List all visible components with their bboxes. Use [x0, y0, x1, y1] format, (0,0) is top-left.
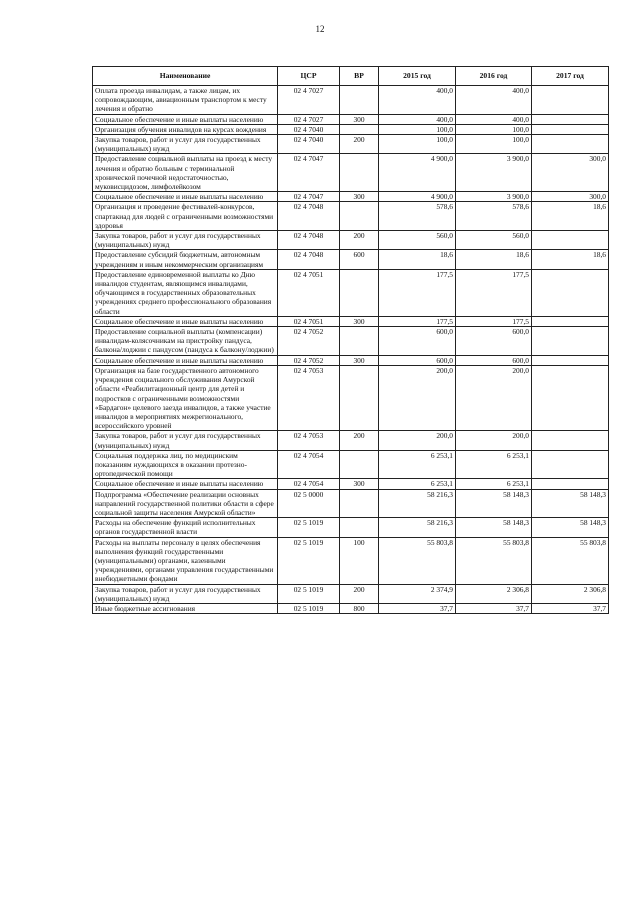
cell-vr — [340, 269, 379, 316]
table-row — [93, 489, 609, 518]
cell-2016: 560,0 — [456, 231, 532, 250]
cell-2016: 100,0 — [456, 135, 532, 154]
table-row — [93, 327, 609, 356]
cell-2016: 3 900,0 — [456, 192, 532, 202]
cell-csr: 02 4 7047 — [278, 192, 340, 202]
cell-2016: 177,5 — [456, 269, 532, 316]
cell-2015: 2 374,9 — [379, 584, 456, 603]
table-row — [93, 479, 609, 489]
cell-vr: 300 — [340, 479, 379, 489]
cell-name: Оплата проезда инвалидам, а также лицам, их сопровождающим, авиационным транспортом к месту лечения и обратно — [93, 86, 278, 115]
cell-2016: 200,0 — [456, 431, 532, 450]
cell-2016: 55 803,8 — [456, 537, 532, 584]
cell-2015: 100,0 — [379, 124, 456, 134]
cell-vr: 100 — [340, 537, 379, 584]
cell-csr: 02 5 1019 — [278, 584, 340, 603]
cell-2016: 100,0 — [456, 124, 532, 134]
cell-2016: 37,7 — [456, 603, 532, 613]
cell-csr: 02 5 1019 — [278, 603, 340, 613]
cell-csr: 02 4 7027 — [278, 86, 340, 115]
cell-2017 — [532, 124, 609, 134]
cell-2015: 578,6 — [379, 202, 456, 231]
cell-vr — [340, 327, 379, 356]
cell-vr: 300 — [340, 114, 379, 124]
table-row — [93, 518, 609, 537]
cell-2016: 6 253,1 — [456, 479, 532, 489]
cell-name: Социальное обеспечение и иные выплаты населению — [93, 192, 278, 202]
cell-csr: 02 4 7048 — [278, 250, 340, 269]
cell-csr: 02 4 7053 — [278, 431, 340, 450]
cell-2017 — [532, 365, 609, 430]
cell-2017: 300,0 — [532, 154, 609, 192]
cell-2017 — [532, 479, 609, 489]
cell-2015: 37,7 — [379, 603, 456, 613]
cell-name: Социальная поддержка лиц, по медицинским показаниям нуждающихся в оказании протезно-ортопедической помощи — [93, 450, 278, 479]
cell-2016: 177,5 — [456, 316, 532, 326]
cell-2015: 18,6 — [379, 250, 456, 269]
cell-name: Закупка товаров, работ и услуг для государственных (муниципальных) нужд — [93, 431, 278, 450]
cell-vr — [340, 202, 379, 231]
cell-2016: 600,0 — [456, 327, 532, 356]
cell-vr — [340, 365, 379, 430]
cell-csr: 02 4 7027 — [278, 114, 340, 124]
cell-2015: 177,5 — [379, 316, 456, 326]
cell-2016: 400,0 — [456, 86, 532, 115]
header-2016: 2016 год — [456, 67, 532, 86]
cell-2017: 18,6 — [532, 202, 609, 231]
cell-2015: 177,5 — [379, 269, 456, 316]
cell-2015: 4 900,0 — [379, 192, 456, 202]
cell-2017 — [532, 355, 609, 365]
table-row — [93, 316, 609, 326]
table-row — [93, 603, 609, 613]
cell-2015: 4 900,0 — [379, 154, 456, 192]
cell-2015: 58 216,3 — [379, 489, 456, 518]
cell-2016: 3 900,0 — [456, 154, 532, 192]
cell-vr — [340, 450, 379, 479]
cell-2017: 18,6 — [532, 250, 609, 269]
cell-2015: 6 253,1 — [379, 450, 456, 479]
budget-table — [92, 66, 609, 614]
cell-csr: 02 4 7040 — [278, 135, 340, 154]
cell-name: Закупка товаров, работ и услуг для государственных (муниципальных) нужд — [93, 584, 278, 603]
cell-csr: 02 4 7052 — [278, 355, 340, 365]
cell-csr: 02 4 7040 — [278, 124, 340, 134]
cell-name: Предоставление социальной выплаты на проезд к месту лечения и обратно больным с терминальной хронической почечной недостаточностью, муковисцидозом, лимфолейкозом — [93, 154, 278, 192]
cell-name: Организация и проведение фестивалей-конкурсов, спартакиад для людей с ограниченными возможностями здоровья — [93, 202, 278, 231]
cell-name: Подпрограмма «Обеспечение реализации основных направлений государственной политики области в сфере социальной защиты населения Амурской области» — [93, 489, 278, 518]
cell-2016: 400,0 — [456, 114, 532, 124]
cell-2016: 578,6 — [456, 202, 532, 231]
cell-vr: 200 — [340, 584, 379, 603]
table-row — [93, 431, 609, 450]
cell-vr — [340, 489, 379, 518]
table-row — [93, 250, 609, 269]
cell-vr: 200 — [340, 231, 379, 250]
cell-2015: 560,0 — [379, 231, 456, 250]
header-2015: 2015 год — [379, 67, 456, 86]
cell-name: Предоставление единовременной выплаты ко Дню инвалидов студентам, являющимся инвалидами, обучающимся в государственных образовательных учреждениях среднего профессионального образования области — [93, 269, 278, 316]
cell-vr: 200 — [340, 431, 379, 450]
table-row — [93, 584, 609, 603]
table-row — [93, 135, 609, 154]
cell-2015: 600,0 — [379, 355, 456, 365]
cell-csr: 02 4 7053 — [278, 365, 340, 430]
cell-name: Организация обучения инвалидов на курсах вождения — [93, 124, 278, 134]
cell-vr: 800 — [340, 603, 379, 613]
cell-2015: 400,0 — [379, 86, 456, 115]
cell-vr: 300 — [340, 316, 379, 326]
cell-2015: 6 253,1 — [379, 479, 456, 489]
cell-2015: 100,0 — [379, 135, 456, 154]
cell-name: Расходы на обеспечение функций исполнительных органов государственной власти — [93, 518, 278, 537]
cell-2015: 58 216,3 — [379, 518, 456, 537]
table-row — [93, 355, 609, 365]
cell-2015: 200,0 — [379, 431, 456, 450]
cell-2016: 200,0 — [456, 365, 532, 430]
cell-csr: 02 4 7048 — [278, 231, 340, 250]
cell-2017 — [532, 114, 609, 124]
cell-2017: 55 803,8 — [532, 537, 609, 584]
cell-csr: 02 4 7048 — [278, 202, 340, 231]
cell-2017 — [532, 327, 609, 356]
table-row — [93, 365, 609, 430]
table-row — [93, 537, 609, 584]
cell-2017 — [532, 431, 609, 450]
cell-csr: 02 5 1019 — [278, 518, 340, 537]
cell-name: Социальное обеспечение и иные выплаты населению — [93, 316, 278, 326]
cell-name: Предоставление субсидий бюджетным, автономным учреждениям и иным некоммерческим организациям — [93, 250, 278, 269]
table-header-row — [93, 67, 609, 86]
cell-name: Организация на базе государственного автономного учреждения социального обслуживания Амурской области «Реабилитационный центр для детей и подростков с ограниченными возможностями «Бардагон» целевого заезда инвалидов, а также участие инвалидов в мероприятиях межрегионального, всероссийского уровней — [93, 365, 278, 430]
cell-name: Иные бюджетные ассигнования — [93, 603, 278, 613]
cell-name: Закупка товаров, работ и услуг для государственных (муниципальных) нужд — [93, 231, 278, 250]
table-row — [93, 202, 609, 231]
cell-2017 — [532, 86, 609, 115]
cell-2016: 58 148,3 — [456, 489, 532, 518]
cell-name: Социальное обеспечение и иные выплаты населению — [93, 479, 278, 489]
table-row — [93, 192, 609, 202]
cell-2017: 2 306,8 — [532, 584, 609, 603]
cell-2017 — [532, 450, 609, 479]
cell-2016: 6 253,1 — [456, 450, 532, 479]
cell-csr: 02 5 1019 — [278, 537, 340, 584]
cell-2017: 37,7 — [532, 603, 609, 613]
cell-2017 — [532, 316, 609, 326]
cell-csr: 02 4 7052 — [278, 327, 340, 356]
table-row — [93, 269, 609, 316]
cell-csr: 02 4 7054 — [278, 450, 340, 479]
cell-name: Закупка товаров, работ и услуг для государственных (муниципальных) нужд — [93, 135, 278, 154]
cell-2017 — [532, 135, 609, 154]
page-number: 12 — [315, 24, 325, 34]
cell-vr — [340, 518, 379, 537]
cell-2015: 55 803,8 — [379, 537, 456, 584]
cell-vr: 300 — [340, 355, 379, 365]
cell-csr: 02 4 7054 — [278, 479, 340, 489]
header-csr: ЦСР — [278, 67, 340, 86]
cell-name: Социальное обеспечение и иные выплаты населению — [93, 114, 278, 124]
cell-2015: 400,0 — [379, 114, 456, 124]
cell-vr: 600 — [340, 250, 379, 269]
table-row — [93, 450, 609, 479]
table-row — [93, 124, 609, 134]
cell-2015: 200,0 — [379, 365, 456, 430]
header-name: Наименование — [93, 67, 278, 86]
cell-2017: 300,0 — [532, 192, 609, 202]
cell-2017 — [532, 269, 609, 316]
cell-2017: 58 148,3 — [532, 489, 609, 518]
table-body — [93, 86, 609, 614]
cell-2015: 600,0 — [379, 327, 456, 356]
cell-csr: 02 4 7047 — [278, 154, 340, 192]
cell-vr — [340, 86, 379, 115]
header-vr: ВР — [340, 67, 379, 86]
cell-vr — [340, 154, 379, 192]
cell-name: Социальное обеспечение и иные выплаты населению — [93, 355, 278, 365]
table-row — [93, 231, 609, 250]
header-2017: 2017 год — [532, 67, 609, 86]
cell-2016: 600,0 — [456, 355, 532, 365]
table-row — [93, 114, 609, 124]
cell-2017 — [532, 231, 609, 250]
cell-csr: 02 4 7051 — [278, 269, 340, 316]
cell-name: Расходы на выплаты персоналу в целях обеспечения выполнения функций государственными (муниципальными) органами, казенными учреждениями, органами управления государственными внебюджетными фондами — [93, 537, 278, 584]
cell-2017: 58 148,3 — [532, 518, 609, 537]
cell-2016: 58 148,3 — [456, 518, 532, 537]
cell-vr: 200 — [340, 135, 379, 154]
cell-csr: 02 5 0000 — [278, 489, 340, 518]
cell-vr — [340, 124, 379, 134]
table-row — [93, 86, 609, 115]
cell-2016: 2 306,8 — [456, 584, 532, 603]
cell-vr: 300 — [340, 192, 379, 202]
cell-2016: 18,6 — [456, 250, 532, 269]
table-row — [93, 154, 609, 192]
cell-csr: 02 4 7051 — [278, 316, 340, 326]
cell-name: Предоставление социальной выплаты (компенсации) инвалидам-колясочникам на пристройку пандуса, балкона/лоджии с пандусом (пандуса к балкону/лоджии) — [93, 327, 278, 356]
